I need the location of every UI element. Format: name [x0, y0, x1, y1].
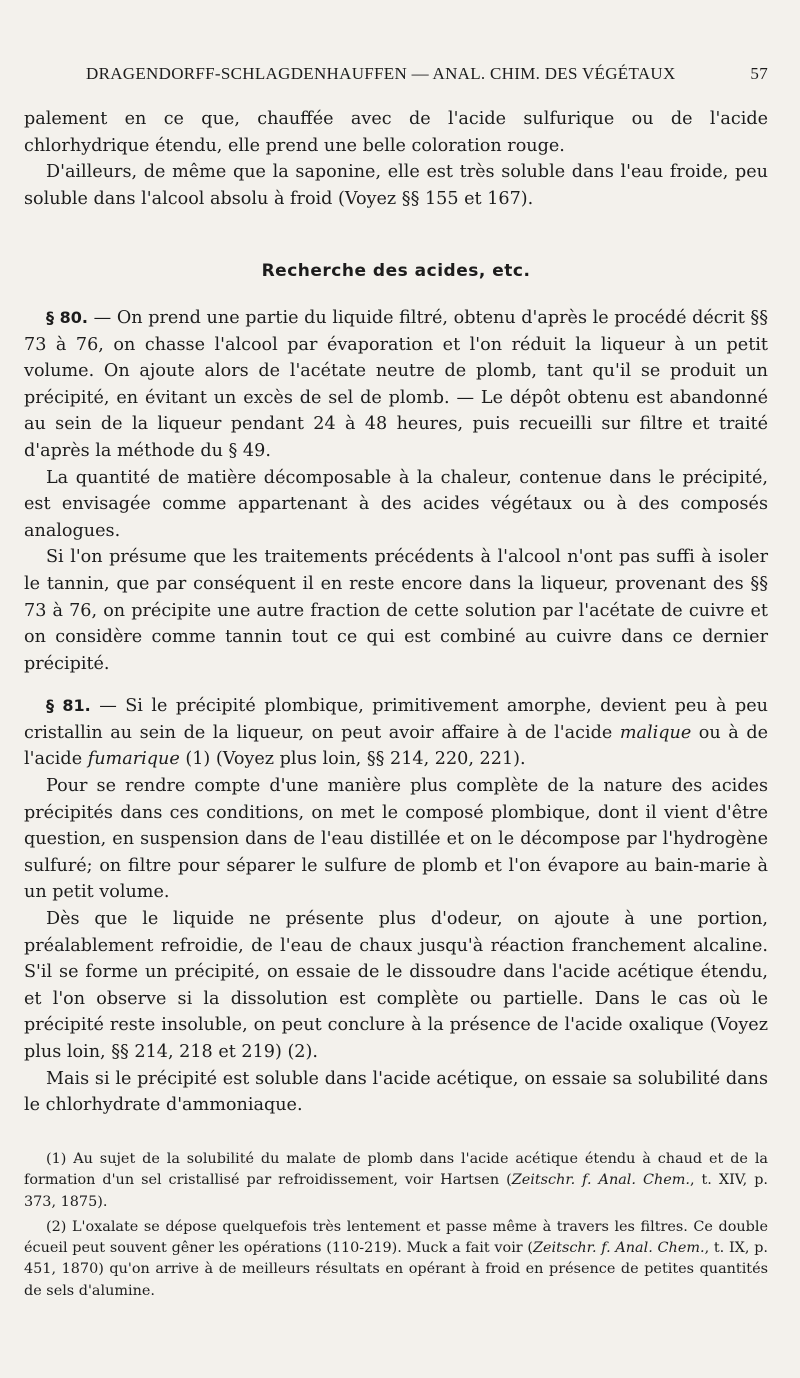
text-run: ou à de l'acide	[24, 722, 768, 770]
section-number: § 80.	[46, 307, 88, 327]
journal-title: Zeitschr. f. Anal. Chem.	[511, 1172, 690, 1189]
text-run: — Si le précipité plombique, primitivement amorphe, devient peu à peu cristallin au sein de la liqueur, on peut avoir affaire à de l'acide	[24, 696, 768, 743]
paragraph-continuation: palement en ce que, chauffée avec de l'acide sulfurique ou de l'acide chlorhydrique étendu, elle prend une belle coloration rouge.	[24, 109, 768, 156]
paragraph: Si l'on présume que les traitements précédents à l'alcool n'ont pas suffi à isoler le tannin, que par conséquent il en reste encore dans la liqueur, provenant des §§ 73 à 76, on précipite une autre fraction de cette solution par l'acétate de cuivre et on considère comme tannin tout ce qui est combiné au cuivre dans ce dernier précipité.	[24, 547, 768, 674]
paragraph: La quantité de matière décomposable à la chaleur, contenue dans le précipité, est envisagée comme appartenant à des acides végétaux ou à des composés analogues.	[24, 467, 768, 541]
paragraph: Dès que le liquide ne présente plus d'odeur, on ajoute à une portion, préalablement refroidie, de l'eau de chaux jusqu'à réaction franchement alcaline. S'il se forme un précipité, on essaie de le dissoudre dans l'acide acétique étendu, et l'on observe si la dissolution est complète ou partielle. Dans le cas où le précipité reste insoluble, on peut conclure à la présence de l'acide oxalique (Voyez plus loin, §§ 214, 218 et 219) (2).	[24, 909, 768, 1062]
footnotes	[24, 1149, 768, 1306]
paragraph: Mais si le précipité est soluble dans l'acide acétique, on essaie sa solubilité dans le chlorhydrate d'ammoniaque.	[24, 1068, 768, 1116]
paragraph: Pour se rendre compte d'une manière plus complète de la nature des acides précipités dans ces conditions, on met le composé plombique, dont il vient d'être question, en suspension dans de l'eau distillée et on le décompose par l'hydrogène sulfuré; on filtre pour séparer le sulfure de plomb et l'on évapore au bain-marie à un petit volume.	[24, 776, 768, 903]
main-text	[24, 106, 768, 1119]
section-heading: Recherche des acides, etc.	[261, 261, 531, 282]
italic-term: fumarique	[87, 749, 180, 770]
text-run: , t. IX, p. 451, 1870) qu'on arrive à de meilleurs résultats en opérant à froid en présence de petites quantités de sels d'alumine.	[24, 1240, 768, 1299]
footnote-2	[24, 1217, 768, 1302]
italic-term: malique	[619, 722, 692, 743]
page-number: 57	[750, 64, 768, 83]
text-run: , t. XIV, p. 373, 1875).	[24, 1172, 768, 1210]
section-81-paragraph	[24, 693, 768, 773]
running-title: DRAGENDORFF-SCHLAGDENHAUFFEN — ANAL. CHIM. DES VÉGÉTAUX	[86, 64, 676, 83]
section-number: § 81.	[46, 696, 91, 716]
text-run: (1) Au sujet de la solubilité du malate de plomb dans l'acide acétique étendu à chaud et de la formation d'un sel cristallisé par refroidissement, voir Hartsen (	[24, 1151, 768, 1189]
journal-title: Zeitschr. f. Anal. Chem.	[533, 1240, 705, 1257]
text-run: (1) (Voyez plus loin, §§ 214, 220, 221).	[179, 749, 526, 770]
text-run: (2) L'oxalate se dépose quelquefois très lentement et passe même à travers les filtres. Ce double écueil peut souvent gêner les opérations (110-219). Muck a fait voir (	[24, 1218, 768, 1257]
footnote-1	[24, 1149, 768, 1213]
section-80-text: — On prend une partie du liquide filtré, obtenu d'après le procédé décrit §§ 73 à 76, on chasse l'alcool par évaporation et l'on réduit la liqueur à un petit volume. On ajoute alors de l'acétate neutre de plomb, tant qu'il se produit un précipité, en évitant un excès de sel de plomb. — Le dépôt obtenu est abandonné au sein de la liqueur pendant 24 à 48 heures, puis recueilli sur filtre et traité d'après la méthode du § 49.	[24, 307, 768, 461]
section-80-paragraph	[24, 305, 768, 465]
paragraph: D'ailleurs, de même que la saponine, elle est très soluble dans l'eau froide, peu soluble dans l'alcool absolu à froid (Voyez §§ 155 et 167).	[24, 162, 768, 209]
